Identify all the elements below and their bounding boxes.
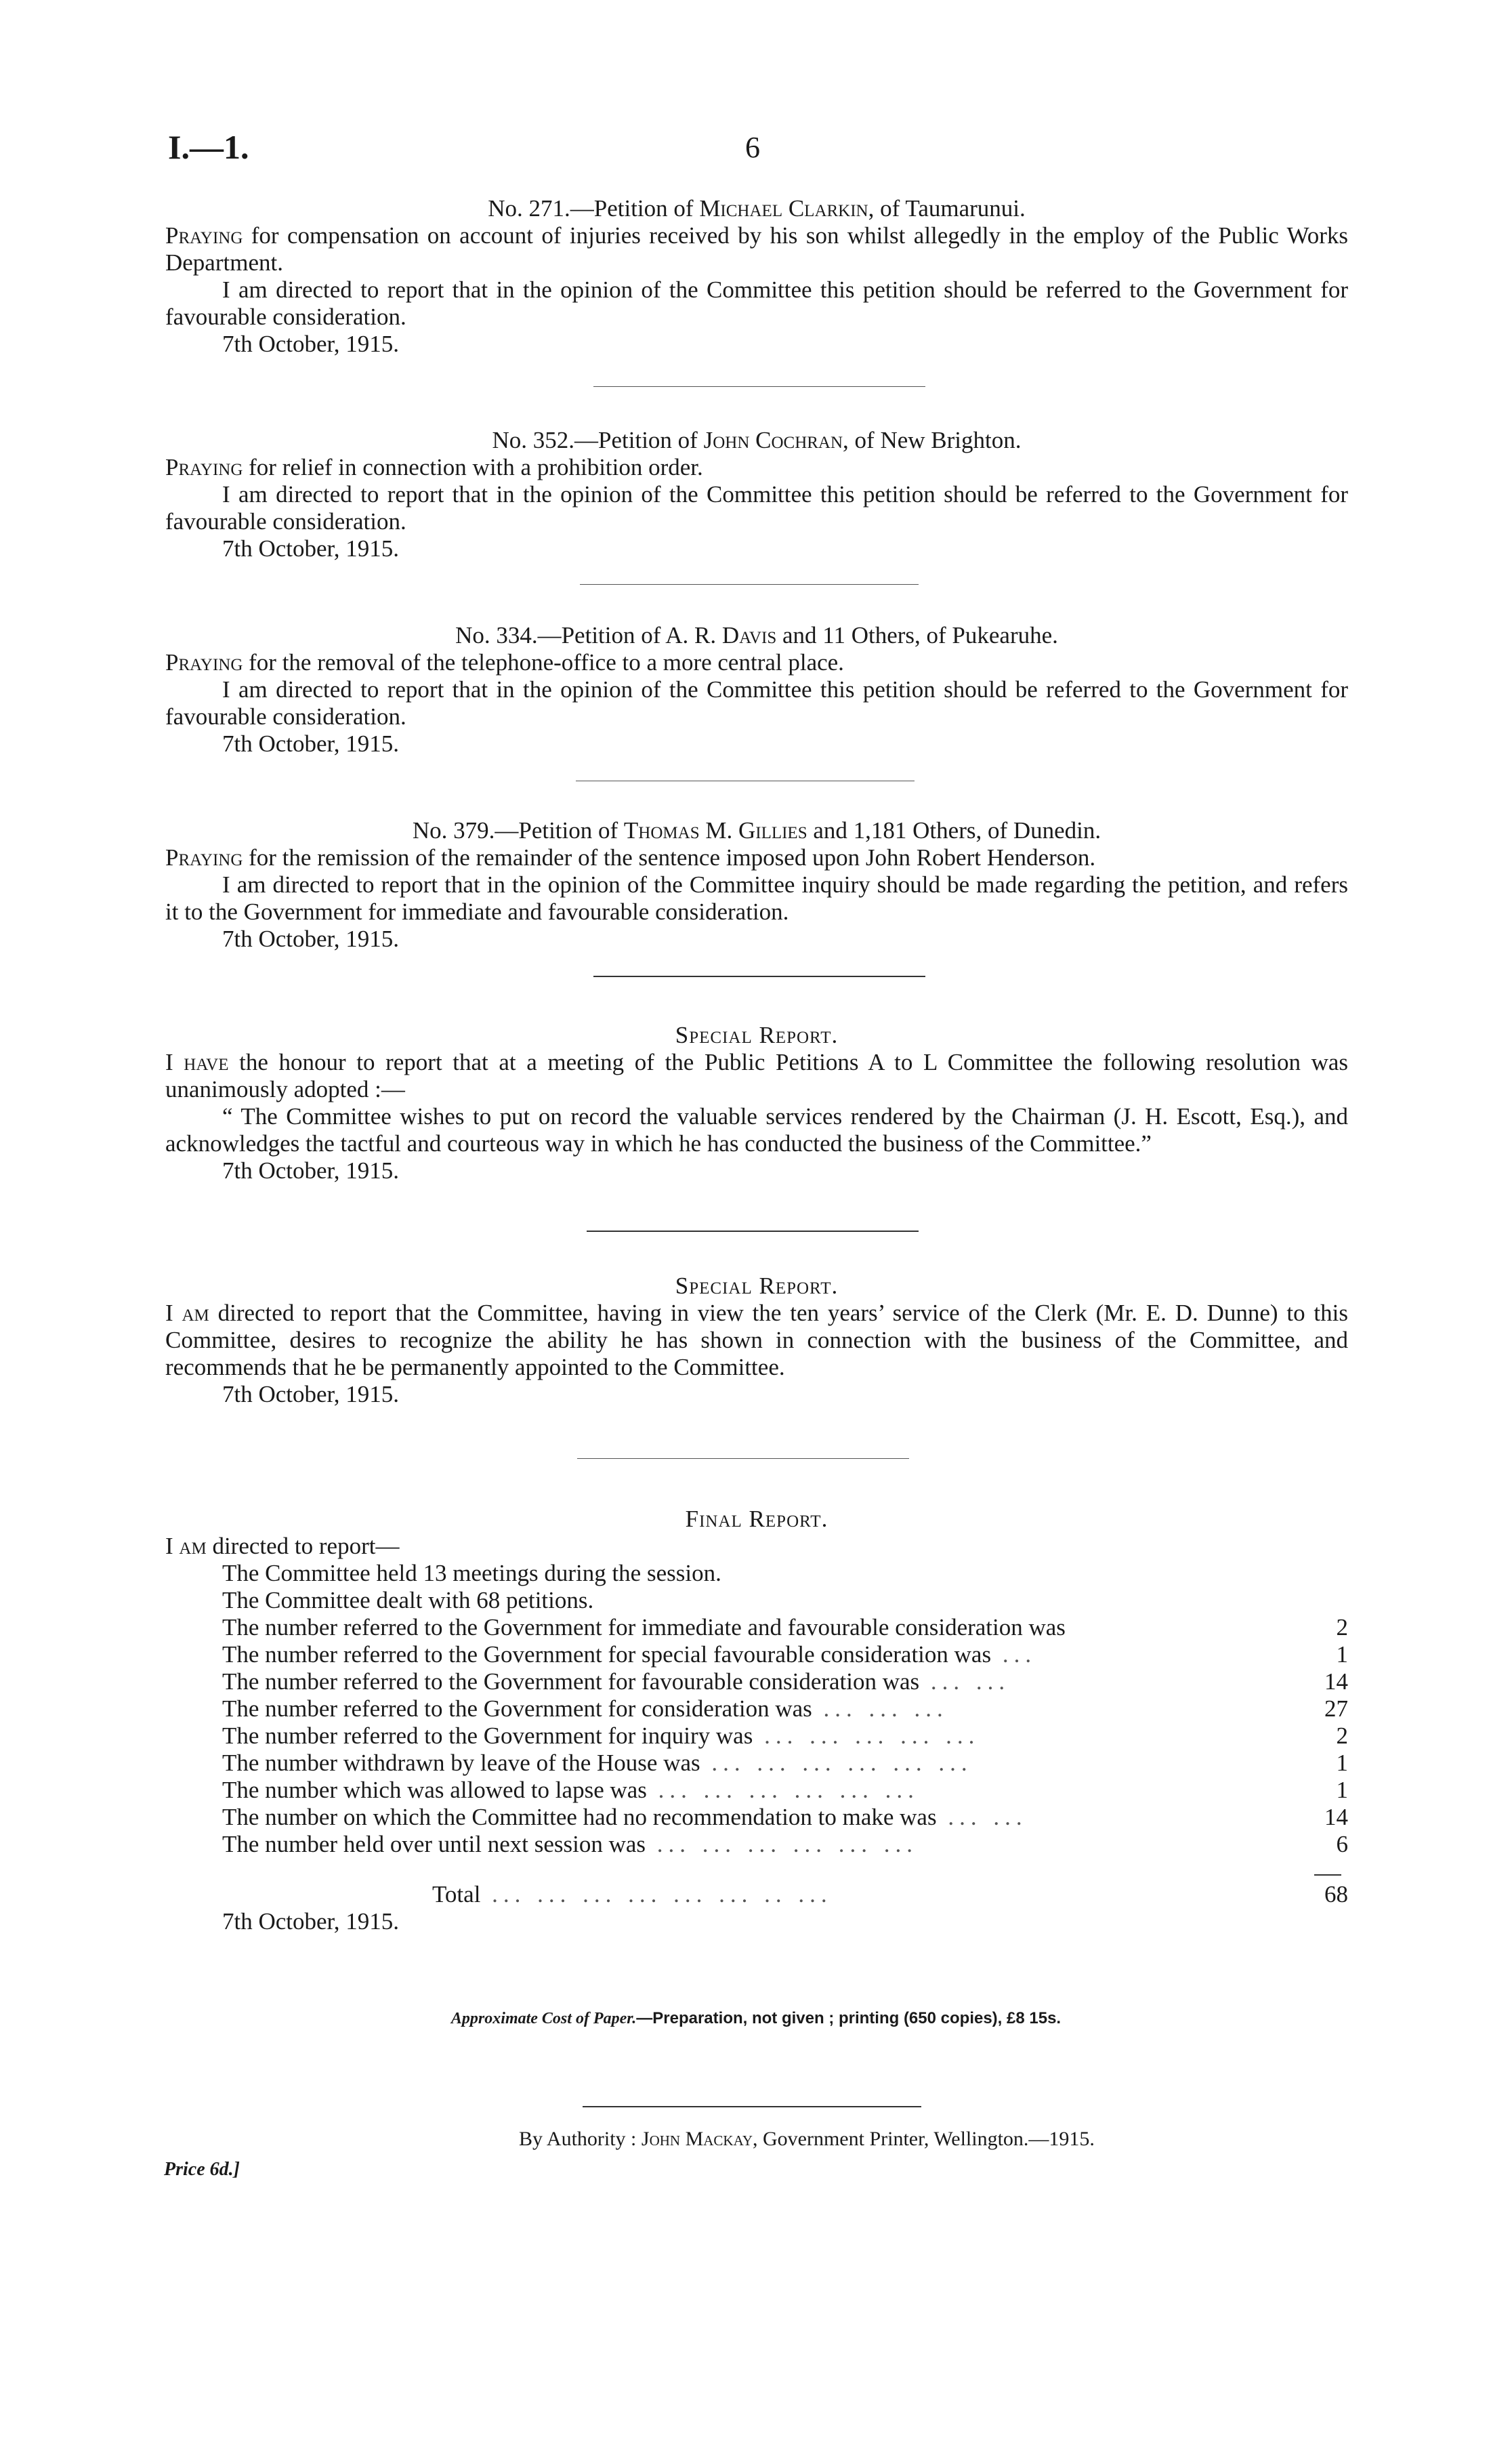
row-value: 6 [1336, 1831, 1348, 1857]
section-divider [577, 1458, 909, 1459]
special-report-clerk [165, 1273, 1348, 1408]
report-date: 7th October, 1915. [222, 1157, 400, 1184]
report-date: 7th October, 1915. [222, 535, 400, 562]
praying-paragraph: Praying for the removal of the telephone-office to a more central place. [165, 649, 844, 676]
final-intro: I am directed to report— [165, 1533, 400, 1559]
row-value: 14 [1324, 1804, 1348, 1830]
row-value: 2 [1336, 1722, 1348, 1749]
final-row: The number referred to the Government for immediate and favourable consideration was 2 [222, 1614, 1348, 1640]
paper-reference: I.—1. [168, 128, 249, 166]
section-title: Special Report. [675, 1273, 839, 1299]
final-row: The number referred to the Government for consideration was ... ... ... 27 [222, 1695, 1348, 1722]
row-value: 27 [1324, 1695, 1348, 1722]
final-report-list [165, 1560, 1348, 1908]
report-date: 7th October, 1915. [222, 1381, 400, 1407]
total-rule [1314, 1874, 1341, 1876]
final-row: The number on which the Committee had no recommendation to make was ... ... 14 [222, 1804, 1348, 1830]
petition-334 [165, 622, 1348, 758]
report-paragraph: I am directed to report that in the opinion of the Committee this petition should be referred to the Government for favourable consideration. [165, 481, 1348, 535]
row-value: 1 [1336, 1750, 1348, 1776]
petitioner-name: Michael Clarkin [699, 195, 868, 222]
report-paragraph: I have the honour to report that at a meeting of the Public Petitions A to L Committee the following resolution was unanimously adopted :— [165, 1049, 1349, 1102]
petition-title: No. 352.—Petition of John Cochran, of New Brighton. [492, 427, 1022, 453]
report-paragraph: I am directed to report that the Committee, having in view the ten years’ service of the Clerk (Mr. E. D. Dunne) to this Committee, desires to recognize the ability he has shown in connection with the business of the Committee, and recommends that he be permanently appointed to the Committee. [165, 1300, 1348, 1380]
final-row: The number which was allowed to lapse was ... ... ... ... ... ... 1 [222, 1777, 1348, 1803]
final-report [165, 1506, 1348, 1935]
petition-title: No. 379.—Petition of Thomas M. Gillies and 1,181 Others, of Dunedin. [412, 817, 1101, 844]
report-paragraph: I am directed to report that in the opinion of the Committee inquiry should be made regarding the petition, and refers it to the Government for immediate and favourable consideration. [165, 871, 1348, 925]
row-value: 14 [1324, 1668, 1348, 1695]
resolution-quote: “ The Committee wishes to put on record the valuable services rendered by the Chairman (J. H. Escott, Esq.), and acknowledges the tactful and courteous way in which he has conducted the business of the Committee.” [165, 1103, 1348, 1157]
petitioner-name: John Cochran [703, 427, 843, 453]
final-row: The number referred to the Government for special favourable consideration was ... 1 [222, 1641, 1348, 1668]
petition-379 [165, 817, 1348, 953]
report-date: 7th October, 1915. [222, 331, 400, 357]
petition-352 [165, 427, 1348, 562]
final-row: The number referred to the Government for inquiry was ... ... ... ... ... 2 [222, 1722, 1348, 1749]
praying-paragraph: Praying for compensation on account of injuries received by his son whilst allegedly in the employ of the Public Works Department. [165, 222, 1348, 276]
report-date: 7th October, 1915. [222, 926, 400, 952]
section-divider [593, 976, 925, 977]
row-value: 1 [1336, 1777, 1348, 1803]
petition-title: No. 271.—Petition of Michael Clarkin, of Taumarunui. [488, 195, 1026, 222]
total-row: Total ... ... ... ... ... ... .. ... 68 [432, 1881, 1348, 1907]
section-title: Special Report. [675, 1022, 839, 1048]
final-row: The number held over until next session was ... ... ... ... ... ... 6 [222, 1831, 1348, 1857]
petition-271 [165, 195, 1348, 358]
row-value: 2 [1336, 1614, 1348, 1640]
special-report-chairman [165, 1022, 1348, 1184]
petitioner-name: Thomas M. Gillies [623, 817, 807, 844]
praying-paragraph: Praying for relief in connection with a prohibition order. [165, 454, 703, 480]
approximate-cost: Approximate Cost of Paper.—Preparation, not given ; printing (650 copies), £8 15s. [450, 2009, 1062, 2027]
petitions-line: The Committee dealt with 68 petitions. [222, 1587, 594, 1613]
meetings-line: The Committee held 13 meetings during the session. [222, 1560, 721, 1586]
total-value: 68 [1324, 1881, 1348, 1907]
report-paragraph: I am directed to report that in the opinion of the Committee this petition should be referred to the Government for favourable consideration. [165, 676, 1348, 730]
printer-authority: By Authority : John Mackay, Government Printer, Wellington.—1915. [519, 2128, 1095, 2150]
praying-paragraph: Praying for the remission of the remainder of the sentence imposed upon John Robert Henderson. [165, 844, 1096, 871]
section-divider [593, 386, 925, 387]
final-row: The number referred to the Government for favourable consideration was ... ... 14 [222, 1668, 1348, 1695]
section-title: Final Report. [685, 1506, 828, 1532]
price: Price 6d.] [164, 2159, 240, 2180]
report-date: 7th October, 1915. [222, 1908, 400, 1935]
page-number: 6 [745, 131, 760, 164]
petition-title: No. 334.—Petition of A. R. Davis and 11 Others, of Pukearuhe. [455, 622, 1058, 648]
footer-divider [583, 2106, 921, 2107]
row-value: 1 [1336, 1641, 1348, 1668]
report-date: 7th October, 1915. [222, 730, 400, 757]
report-paragraph: I am directed to report that in the opinion of the Committee this petition should be referred to the Government for favourable consideration. [165, 276, 1348, 330]
section-divider [587, 1231, 919, 1232]
petitioner-name: Davis [721, 622, 777, 648]
section-divider [580, 584, 919, 585]
final-row: The number withdrawn by leave of the House was ... ... ... ... ... ... 1 [222, 1750, 1348, 1776]
